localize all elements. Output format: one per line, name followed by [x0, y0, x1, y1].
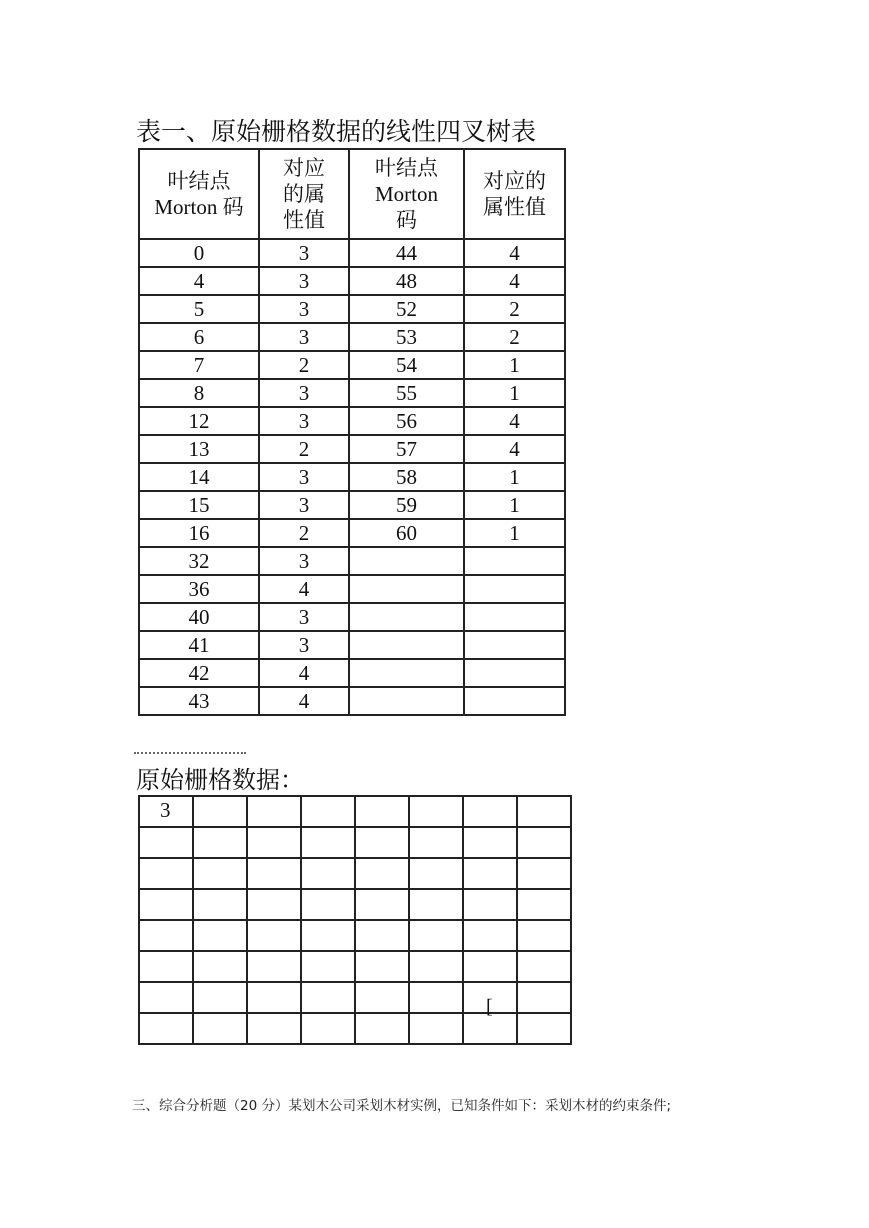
attribute-value-cell: 3 — [259, 603, 349, 631]
attribute-value-cell-2 — [464, 575, 565, 603]
table-header-row — [139, 149, 565, 239]
morton-code-cell-2: 52 — [349, 295, 464, 323]
morton-code-cell: 13 — [139, 435, 259, 463]
raster-cell — [355, 982, 409, 1013]
table-row — [139, 687, 565, 715]
raster-cell — [463, 858, 517, 889]
raster-cell — [355, 796, 409, 827]
table-body — [139, 239, 565, 715]
attribute-value-cell: 3 — [259, 407, 349, 435]
morton-code-cell-2: 59 — [349, 491, 464, 519]
morton-code-cell: 32 — [139, 547, 259, 575]
table-row — [139, 379, 565, 407]
morton-code-cell: 4 — [139, 267, 259, 295]
raster-cell — [517, 796, 571, 827]
raster-cell — [139, 1013, 193, 1044]
raster-cell — [247, 827, 301, 858]
raster-cell — [409, 951, 463, 982]
table-row — [139, 351, 565, 379]
raster-cell — [301, 796, 355, 827]
morton-code-cell-2: 56 — [349, 407, 464, 435]
raster-cell — [463, 951, 517, 982]
header-attribute-value: 对应 的属 性值 — [259, 149, 349, 239]
attribute-value-cell-2: 4 — [464, 407, 565, 435]
table-row — [139, 491, 565, 519]
raster-cell — [139, 982, 193, 1013]
morton-code-cell: 41 — [139, 631, 259, 659]
attribute-value-cell-2 — [464, 631, 565, 659]
raster-cell — [139, 920, 193, 951]
attribute-value-cell-2: 4 — [464, 435, 565, 463]
attribute-value-cell: 3 — [259, 547, 349, 575]
morton-code-cell: 7 — [139, 351, 259, 379]
attribute-value-cell: 4 — [259, 575, 349, 603]
morton-code-cell-2: 55 — [349, 379, 464, 407]
raster-row — [139, 858, 571, 889]
morton-code-cell: 5 — [139, 295, 259, 323]
raster-cell — [193, 889, 247, 920]
raster-cell — [355, 951, 409, 982]
raster-cell — [139, 951, 193, 982]
attribute-value-cell-2: 2 — [464, 323, 565, 351]
raster-row — [139, 796, 571, 827]
raster-title: 原始栅格数据： — [136, 766, 304, 794]
raster-cell — [355, 1013, 409, 1044]
morton-code-cell-2: 53 — [349, 323, 464, 351]
raster-cell — [247, 1013, 301, 1044]
stray-mark: [ — [486, 996, 493, 1018]
attribute-value-cell-2 — [464, 603, 565, 631]
morton-code-cell: 16 — [139, 519, 259, 547]
raster-cell — [247, 982, 301, 1013]
scan-artifact — [134, 752, 246, 758]
raster-cell — [517, 827, 571, 858]
morton-code-cell: 15 — [139, 491, 259, 519]
raster-cell — [355, 858, 409, 889]
raster-cell — [409, 889, 463, 920]
raster-cell — [247, 858, 301, 889]
raster-cell — [463, 827, 517, 858]
raster-grid-body — [139, 796, 571, 1044]
attribute-value-cell-2: 1 — [464, 351, 565, 379]
raster-cell — [247, 796, 301, 827]
table-row — [139, 603, 565, 631]
attribute-value-cell: 2 — [259, 351, 349, 379]
raster-cell — [517, 858, 571, 889]
raster-cell — [301, 951, 355, 982]
table-row — [139, 407, 565, 435]
raster-row — [139, 982, 571, 1013]
raster-cell — [463, 796, 517, 827]
morton-code-cell-2 — [349, 659, 464, 687]
morton-code-cell-2 — [349, 687, 464, 715]
attribute-value-cell-2: 1 — [464, 379, 565, 407]
attribute-value-cell-2: 1 — [464, 519, 565, 547]
raster-cell — [517, 889, 571, 920]
raster-cell — [355, 920, 409, 951]
raster-row — [139, 827, 571, 858]
attribute-value-cell: 3 — [259, 379, 349, 407]
morton-code-cell-2: 54 — [349, 351, 464, 379]
attribute-value-cell-2 — [464, 547, 565, 575]
raster-cell — [463, 920, 517, 951]
table-title: 表一、原始栅格数据的线性四叉树表 — [136, 117, 537, 146]
raster-cell — [193, 827, 247, 858]
table-row — [139, 239, 565, 267]
attribute-value-cell-2: 4 — [464, 239, 565, 267]
morton-code-cell: 36 — [139, 575, 259, 603]
raster-cell — [139, 858, 193, 889]
raster-cell — [409, 982, 463, 1013]
raster-cell — [301, 827, 355, 858]
raster-cell — [517, 951, 571, 982]
attribute-value-cell: 3 — [259, 323, 349, 351]
raster-cell — [139, 889, 193, 920]
raster-cell — [193, 982, 247, 1013]
header-leaf-morton-code-2: 叶结点 Morton 码 — [349, 149, 464, 239]
attribute-value-cell: 2 — [259, 435, 349, 463]
raster-cell — [139, 827, 193, 858]
raster-cell — [301, 982, 355, 1013]
raster-cell — [355, 827, 409, 858]
question-text: 三、综合分析题（20 分）某划木公司采划木材实例，已知条件如下：采划木材的约束条件; — [132, 1098, 672, 1114]
raster-cell — [247, 920, 301, 951]
morton-code-cell-2: 60 — [349, 519, 464, 547]
raster-cell — [247, 951, 301, 982]
attribute-value-cell: 4 — [259, 659, 349, 687]
raster-cell — [463, 889, 517, 920]
morton-code-cell: 14 — [139, 463, 259, 491]
attribute-value-cell: 2 — [259, 519, 349, 547]
table-row — [139, 435, 565, 463]
attribute-value-cell-2 — [464, 659, 565, 687]
attribute-value-cell: 3 — [259, 463, 349, 491]
raster-cell — [409, 920, 463, 951]
raster-grid — [138, 795, 572, 1045]
attribute-value-cell-2: 2 — [464, 295, 565, 323]
table-row — [139, 631, 565, 659]
raster-cell — [301, 889, 355, 920]
attribute-value-cell: 3 — [259, 267, 349, 295]
attribute-value-cell: 4 — [259, 687, 349, 715]
raster-cell — [193, 1013, 247, 1044]
raster-row — [139, 951, 571, 982]
morton-code-cell-2 — [349, 631, 464, 659]
raster-cell — [517, 982, 571, 1013]
morton-code-cell: 43 — [139, 687, 259, 715]
morton-code-cell-2: 58 — [349, 463, 464, 491]
attribute-value-cell: 3 — [259, 491, 349, 519]
raster-cell — [301, 858, 355, 889]
attribute-value-cell: 3 — [259, 631, 349, 659]
raster-cell — [301, 920, 355, 951]
header-attribute-value-2: 对应的 属性值 — [464, 149, 565, 239]
morton-code-cell-2 — [349, 547, 464, 575]
raster-cell — [409, 796, 463, 827]
table-row — [139, 659, 565, 687]
table-row — [139, 547, 565, 575]
raster-cell — [409, 858, 463, 889]
morton-code-cell: 40 — [139, 603, 259, 631]
morton-code-cell: 42 — [139, 659, 259, 687]
table-row — [139, 575, 565, 603]
raster-row — [139, 889, 571, 920]
raster-row — [139, 1013, 571, 1044]
raster-cell — [193, 796, 247, 827]
raster-cell — [193, 951, 247, 982]
table-row — [139, 295, 565, 323]
morton-code-cell-2 — [349, 603, 464, 631]
attribute-value-cell-2: 1 — [464, 463, 565, 491]
attribute-value-cell-2: 4 — [464, 267, 565, 295]
table-row — [139, 267, 565, 295]
morton-code-cell: 12 — [139, 407, 259, 435]
attribute-value-cell: 3 — [259, 239, 349, 267]
attribute-value-cell: 3 — [259, 295, 349, 323]
raster-cell — [193, 920, 247, 951]
attribute-value-cell-2: 1 — [464, 491, 565, 519]
raster-cell — [193, 858, 247, 889]
raster-cell — [517, 1013, 571, 1044]
table-row — [139, 323, 565, 351]
raster-cell — [409, 1013, 463, 1044]
morton-code-cell-2: 57 — [349, 435, 464, 463]
morton-code-cell-2 — [349, 575, 464, 603]
table-row — [139, 463, 565, 491]
raster-cell — [247, 889, 301, 920]
raster-row — [139, 920, 571, 951]
raster-cell: 3 — [139, 796, 193, 827]
attribute-value-cell-2 — [464, 687, 565, 715]
raster-cell — [355, 889, 409, 920]
header-leaf-morton-code: 叶结点 Morton 码 — [139, 149, 259, 239]
morton-code-cell: 0 — [139, 239, 259, 267]
raster-cell — [301, 1013, 355, 1044]
morton-code-cell-2: 48 — [349, 267, 464, 295]
raster-cell — [409, 827, 463, 858]
raster-cell — [517, 920, 571, 951]
morton-code-cell-2: 44 — [349, 239, 464, 267]
table-row — [139, 519, 565, 547]
morton-code-cell: 8 — [139, 379, 259, 407]
morton-code-cell: 6 — [139, 323, 259, 351]
linear-quadtree-table — [138, 148, 566, 716]
